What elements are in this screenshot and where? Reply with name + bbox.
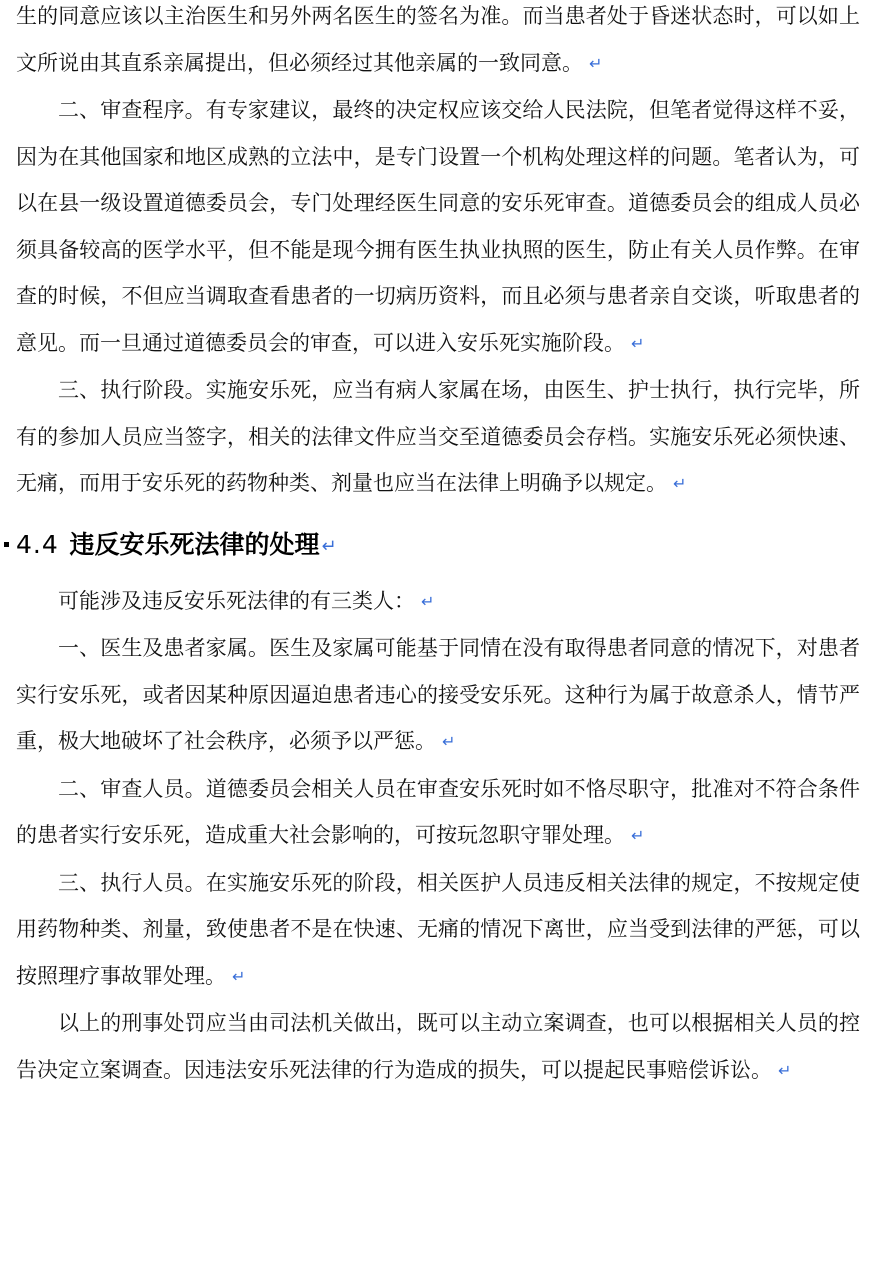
- paragraph-text: 以上的刑事处罚应当由司法机关做出，既可以主动立案调查，也可以根据相关人员的控告决定立案调查。因违法安乐死法律的行为造成的损失，可以提起民事赔偿诉讼。: [16, 1011, 860, 1082]
- section-heading: [16, 520, 860, 572]
- return-mark-icon: ↵: [778, 1060, 792, 1080]
- paragraph-text: 可能涉及违反安乐死法律的有三类人：: [58, 588, 415, 613]
- paragraph-text: 二、审查程序。有专家建议，最终的决定权应该交给人民法院，但笔者觉得这样不妥，因为在其他国家和地区成熟的立法中，是专门设置一个机构处理这样的问题。笔者认为，可以在县一级设置道德委员会，专门处理经医生同意的安乐死审查。道德委员会的组成人员必须具备较高的医学水平，但不能是现今拥有医生执业执照的医生，防止有关人员作弊。在审查的时候，不但应当调取查看患者的一切病历资料，而且必须与患者亲自交谈，听取患者的意见。而一旦通过道德委员会的审查，可以进入安乐死实施阶段。: [16, 98, 860, 355]
- paragraph-reviewers: [16, 766, 860, 860]
- paragraph-execution-stage: [16, 367, 860, 508]
- return-mark-icon: ↵: [421, 591, 435, 611]
- paragraph-text: 三、执行阶段。实施安乐死，应当有病人家属在场，由医生、护士执行，执行完毕，所有的参加人员应当签字，相关的法律文件应当交至道德委员会存档。实施安乐死必须快速、无痛，而用于安乐死的药物种类、剂量也应当在法律上明确予以规定。: [16, 378, 860, 495]
- heading-bullet-icon: [4, 542, 9, 547]
- return-mark-icon: ↵: [631, 333, 645, 353]
- return-mark-icon: ↵: [232, 966, 246, 986]
- paragraph-text: 二、审查人员。道德委员会相关人员在审查安乐死时如不恪尽职守，批准对不符合条件的患者实行安乐死，造成重大社会影响的，可按玩忽职守罪处理。: [16, 776, 860, 847]
- return-mark-icon: ↵: [442, 732, 456, 751]
- section-number: 4.4: [16, 529, 59, 559]
- paragraph-doctors-families: [16, 625, 860, 766]
- paragraph-text: 生的同意应该以主治医生和另外两名医生的签名为准。而当患者处于昏迷状态时，可以如上文所说由其直系亲属提出，但必须经过其他亲属的一致同意。: [16, 4, 860, 75]
- paragraph-consent-continued: [16, 0, 860, 87]
- return-mark-icon: ↵: [631, 826, 645, 845]
- paragraph-executors: [16, 860, 860, 1001]
- return-mark-icon: ↵: [589, 53, 603, 73]
- section-title: 违反安乐死法律的处理: [69, 529, 320, 559]
- paragraph-text: 一、医生及患者家属。医生及家属可能基于同情在没有取得患者同意的情况下，对患者实行安乐死，或者因某种原因逼迫患者违心的接受安乐死。这种行为属于故意杀人，情节严重，极大地破坏了社会秩序，必须予以严惩。: [16, 636, 860, 753]
- paragraph-three-categories: [16, 578, 860, 626]
- paragraph-review-procedure: [16, 87, 860, 367]
- return-mark-icon: ↵: [321, 535, 337, 557]
- paragraph-criminal-penalties: [16, 1000, 860, 1094]
- paragraph-text: 三、执行人员。在实施安乐死的阶段，相关医护人员违反相关法律的规定，不按规定使用药物种类、剂量，致使患者不是在快速、无痛的情况下离世，应当受到法律的严惩，可以按照理疗事故罪处理。: [16, 870, 860, 988]
- return-mark-icon: ↵: [673, 474, 687, 493]
